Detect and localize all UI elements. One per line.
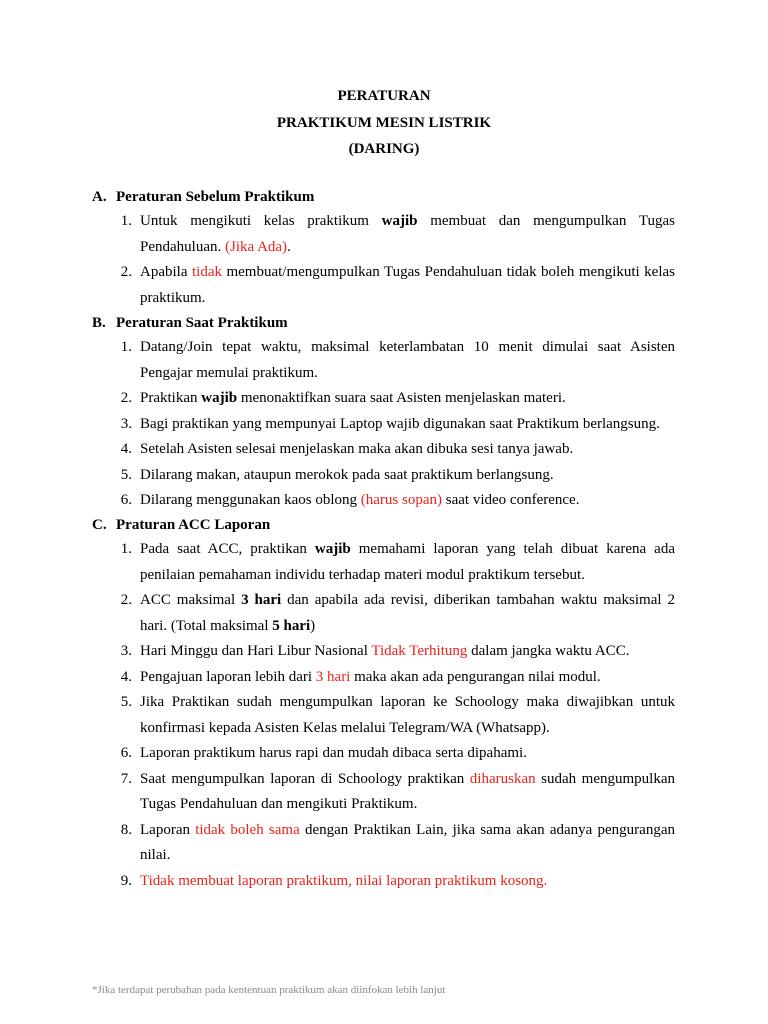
list-item-number: 5.	[120, 694, 132, 710]
list-item-text	[140, 665, 675, 691]
emphasis-red: tidak	[191, 264, 222, 280]
document-title	[0, 86, 768, 166]
list-item-number: 1.	[120, 339, 132, 355]
list-item-number: 8.	[120, 821, 132, 838]
list-item-text	[140, 209, 675, 260]
list-item-text	[140, 690, 675, 741]
emphasis-red: Tidak Terhitung	[371, 643, 468, 659]
emphasis-bold: 5 hari	[272, 617, 311, 634]
list-item-number: 2.	[120, 264, 132, 280]
text-run: dan apabila ada revisi, diberikan tambahan waktu maksimal 2 hari. (Total maksimal	[140, 592, 675, 634]
emphasis-bold: wajib	[314, 541, 351, 557]
list-item-number: 9.	[120, 872, 132, 889]
text-run: membuat dan mengumpulkan Tugas Pendahuluan.	[140, 213, 675, 255]
list-item-number: 3.	[120, 643, 132, 659]
emphasis-red: Tidak membuat laporan praktikum, nilai laporan praktikum kosong.	[140, 872, 548, 889]
text-run: maka akan ada pengurangan nilai modul.	[350, 668, 601, 685]
text-run: Pengajuan laporan lebih dari	[140, 668, 316, 685]
list-item-text	[140, 639, 675, 665]
section-letter: B.	[92, 315, 106, 331]
list-item-text	[140, 767, 675, 818]
list-item-text	[140, 335, 675, 386]
section-heading-b	[92, 313, 692, 333]
text-run: Setelah Asisten selesai menjelaskan maka akan dibuka sesi tanya jawab.	[140, 441, 574, 457]
text-run: Dilarang menggunakan kaos oblong	[140, 492, 361, 508]
list-item-text	[140, 386, 675, 412]
list-item-number: 2.	[120, 592, 132, 608]
list-item-number: 4.	[120, 668, 132, 685]
emphasis-red: diharuskan	[469, 770, 536, 787]
text-run: Datang/Join tepat waktu, maksimal keterlambatan 10 menit dimulai saat Asisten Pengajar memulai praktikum.	[140, 339, 675, 381]
emphasis-red: (Jika Ada)	[224, 238, 288, 255]
list-item-number: 6.	[120, 745, 132, 761]
list-item-number: 3.	[120, 415, 132, 432]
text-run: membuat/mengumpulkan Tugas Pendahuluan tidak boleh mengikuti kelas praktikum.	[140, 264, 675, 306]
list-item-text	[140, 588, 675, 639]
list-item-text	[140, 869, 675, 895]
section-heading-text: Peraturan Sebelum Praktikum	[116, 189, 315, 205]
list-item-number: 2.	[120, 390, 132, 406]
list-item-text	[140, 463, 675, 489]
list-item-number: 4.	[120, 441, 132, 457]
text-run: Laporan praktikum harus rapi dan mudah dibaca serta dipahami.	[140, 745, 527, 761]
list-item-number: 6.	[120, 492, 132, 508]
title-line-2: PRAKTIKUM MESIN LISTRIK	[276, 114, 492, 131]
text-run: saat video conference.	[442, 492, 580, 508]
text-run: Laporan	[140, 821, 196, 838]
list-item-number: 1.	[120, 213, 132, 229]
list-item-text	[140, 437, 675, 463]
text-run: Hari Minggu dan Hari Libur Nasional	[140, 643, 372, 659]
emphasis-red: tidak boleh sama	[195, 821, 300, 838]
text-run: memahami laporan yang telah dibuat karena ada penilaian pemahaman individu terhadap materi modul praktikum tersebut.	[140, 541, 675, 583]
section-letter: C.	[92, 517, 107, 533]
title-line-1: PERATURAN	[337, 88, 431, 104]
section-letter: A.	[92, 189, 107, 205]
text-run: ACC maksimal	[140, 592, 242, 608]
emphasis-bold: wajib	[201, 390, 238, 406]
list-item-text	[140, 260, 675, 311]
text-run: dengan Praktikan Lain, jika sama akan adanya pengurangan nilai.	[140, 821, 675, 863]
list-item-number: 1.	[120, 541, 132, 557]
section-heading-text: Praturan ACC Laporan	[116, 517, 271, 533]
list-item-text	[140, 741, 675, 767]
text-run: Bagi praktikan yang mempunyai Laptop wajib digunakan saat Praktikum berlangsung.	[140, 415, 660, 432]
emphasis-bold: 3 hari	[241, 592, 282, 608]
text-run: sudah mengumpulkan Tugas Pendahuluan dan mengikuti Praktikum.	[140, 770, 675, 812]
list-item-text	[140, 412, 675, 438]
section-heading-c	[92, 515, 692, 535]
section-heading-text: Peraturan Saat Praktikum	[116, 315, 288, 331]
list-item-text	[140, 537, 675, 588]
footnote: *Jika terdapat perubahan pada kententuan praktikum akan diinfokan lebih lanjut	[92, 984, 446, 996]
list-item-number: 5.	[120, 466, 132, 483]
text-run: Praktikan	[140, 390, 202, 406]
list-item-text	[140, 818, 675, 869]
text-run: menonaktifkan suara saat Asisten menjelaskan materi.	[237, 390, 566, 406]
text-run: Pada saat ACC, praktikan	[140, 541, 315, 557]
emphasis-red: (harus sopan)	[360, 492, 443, 508]
text-run: Saat mengumpulkan laporan di Schoology praktikan	[140, 770, 470, 787]
emphasis-red: 3 hari	[315, 668, 351, 685]
title-line-3: (DARING)	[348, 141, 420, 157]
text-run: Untuk mengikuti kelas praktikum	[140, 213, 382, 229]
text-run: .	[287, 238, 291, 255]
text-run: dalam jangka waktu ACC.	[467, 643, 630, 659]
list-item-text	[140, 488, 675, 514]
text-run: Dilarang makan, ataupun merokok pada saat praktikum berlangsung.	[140, 466, 554, 483]
text-run: Jika Praktikan sudah mengumpulkan laporan ke Schoology maka diwajibkan untuk konfirmasi kepada Asisten Kelas melalui Telegram/WA (Whatsapp).	[140, 694, 675, 736]
text-run: Apabila	[140, 264, 192, 280]
emphasis-bold: wajib	[381, 213, 418, 229]
list-item-number: 7.	[120, 770, 132, 787]
section-heading-a	[92, 187, 692, 207]
text-run: )	[310, 617, 316, 634]
